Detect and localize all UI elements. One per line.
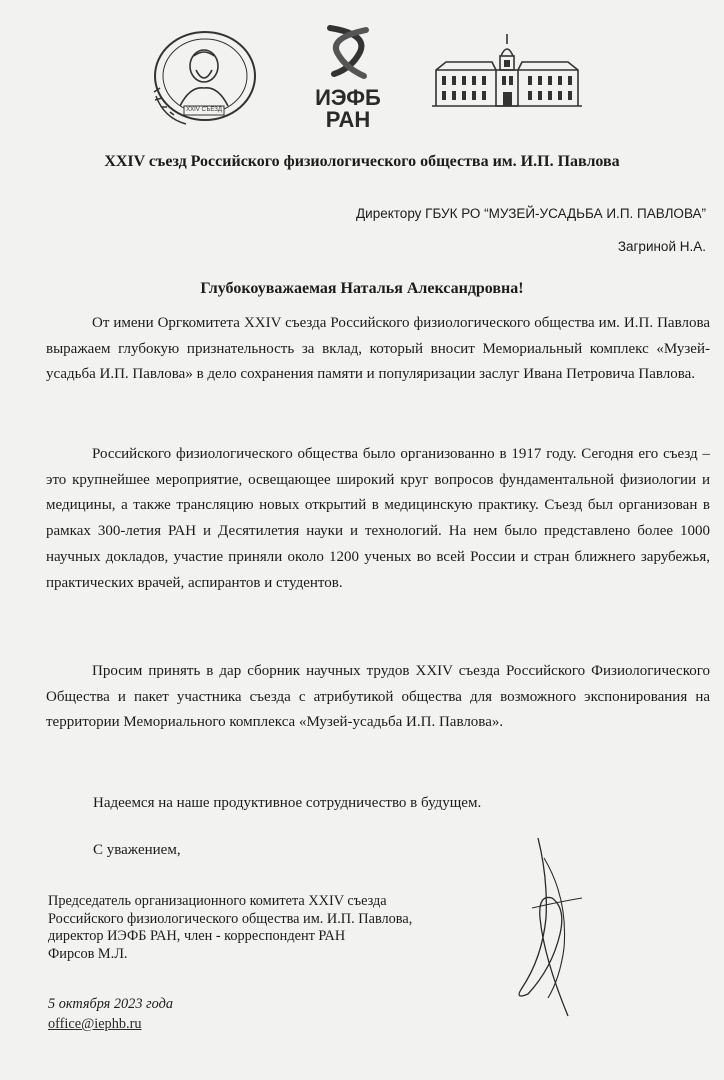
institute-building-logo: [432, 34, 582, 108]
signatory-block: [48, 893, 412, 963]
email-link[interactable]: office@iephb.ru: [48, 1016, 142, 1032]
signatory-line: Российского физиологического общества им. И.П. Павлова,: [48, 910, 413, 927]
paragraph-society-history: Российского физиологического общества было организованно в 1917 году. Сегодня его съезд – это крупнейшее мероприятие, освещающее широкий круг вопросов фундаментальной физиологии и медицины, а также трансляцию новых открытий в медицинскую практику. Съезд был организован в рамках 300-летия РАН и Десятилетия науки и технологий. На нем было представлено более 1000 научных докладов, участие приняли около 1200 ученых во всей России и стран ближнего зарубежья, практических врачей, аспирантов и студентов.: [46, 446, 710, 591]
greeting: Глубокоуважаемая Наталья Александровна!: [200, 280, 524, 297]
seal-text: XXIV СЪЕЗД: [186, 107, 222, 113]
signatory-name: Фирсов М.Л.: [48, 945, 128, 962]
logo-ran-text: РАН: [325, 107, 371, 132]
signatory-line: Председатель организационного комитета XXIV съезда: [48, 893, 387, 909]
addressee-name: Загриной Н.А.: [617, 239, 706, 254]
letter-date: 5 октября 2023 года: [48, 996, 173, 1012]
closing-regards: С уважением,: [93, 842, 181, 858]
letter-title: XXIV съезд Российского физиологического общества им. И.П. Павлова: [104, 153, 620, 170]
paragraph-gift-request: Просим принять в дар сборник научных трудов XXIV съезда Российского Физиологического Общества и пакет участника съезда с атрибутикой общества для возможного экспонирования на территории Мемориального комплекса «Музей-усадьба И.П. Павлова».: [46, 663, 710, 731]
handwritten-signature: [508, 838, 588, 1020]
paragraph-gratitude: От имени Оргкомитета XXIV съезда Российского физиологического общества им. И.П. Павлова выражаем глубокую признательность за вклад, который вносит Мемориальный комплекс «Музей-усадьба И.П. Павлова» в дело сохранения памяти и популяризации заслуг Ивана Петровича Павлова.: [46, 315, 710, 383]
logo-iefb-text: ИЭФБ: [315, 85, 381, 110]
signatory-line: директор ИЭФБ РАН, член - корреспондент РАН: [48, 928, 346, 944]
iefb-ran-logo: [308, 24, 388, 132]
closing-cooperation: Надеемся на наше продуктивное сотрудничество в будущем.: [93, 795, 482, 811]
addressee-position: Директору ГБУК РО “МУЗЕЙ-УСАДЬБА И.П. ПАВЛОВА”: [356, 206, 706, 221]
pavlov-society-seal-logo: [146, 26, 264, 130]
